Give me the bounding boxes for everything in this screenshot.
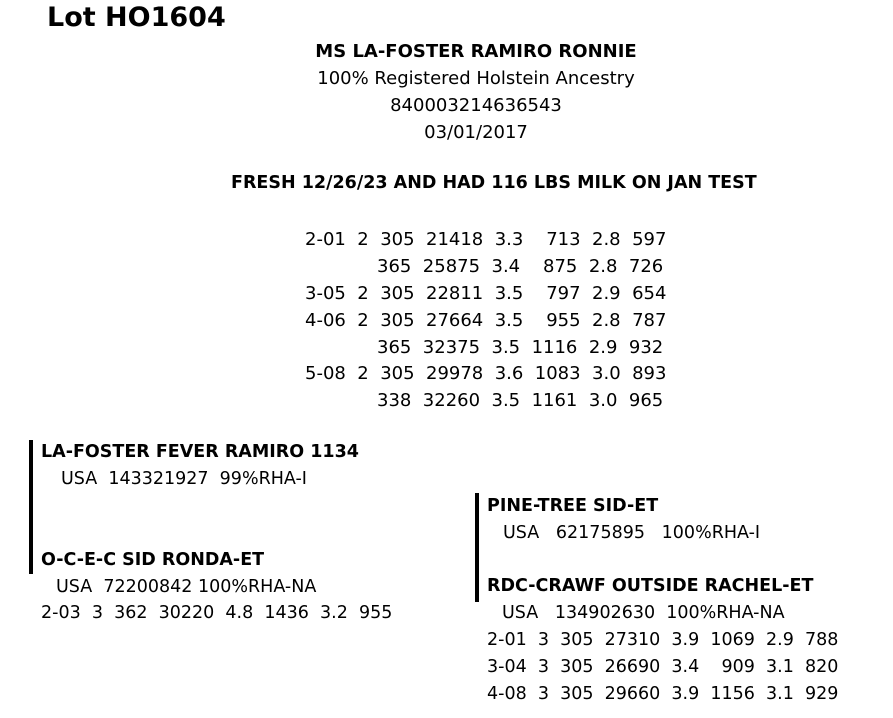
dam-dam-name: RDC-CRAWF OUTSIDE RACHEL-ET xyxy=(487,576,814,596)
registration-id: 840003214636543 xyxy=(390,95,562,116)
lot-number: Lot HO1604 xyxy=(47,2,226,33)
dam-dam-record: 4-08 3 305 29660 3.9 1156 3.1 929 xyxy=(487,684,839,704)
dam-name: O-C-E-C SID RONDA-ET xyxy=(41,550,265,570)
dam-dam-info: USA 134902630 100%RHA-NA xyxy=(502,603,785,623)
record-row: 5-08 2 305 29978 3.6 1083 3.0 893 xyxy=(305,363,667,384)
record-row: 4-06 2 305 27664 3.5 955 2.8 787 xyxy=(305,310,667,331)
animal-name: MS LA-FOSTER RAMIRO RONNIE xyxy=(315,41,637,62)
dam-dam-record: 2-01 3 305 27310 3.9 1069 2.9 788 xyxy=(487,630,839,650)
dam-sire-info: USA 62175895 100%RHA-I xyxy=(503,523,761,543)
fresh-note: FRESH 12/26/23 AND HAD 116 LBS MILK ON JAN TEST xyxy=(231,173,757,193)
birth-date: 03/01/2017 xyxy=(424,122,528,143)
record-row: 2-01 2 305 21418 3.3 713 2.8 597 xyxy=(305,229,667,250)
sire-info: USA 143321927 99%RHA-I xyxy=(61,469,307,489)
record-row: 365 25875 3.4 875 2.8 726 xyxy=(377,256,664,277)
record-row: 3-05 2 305 22811 3.5 797 2.9 654 xyxy=(305,283,667,304)
dam-dam-record: 3-04 3 305 26690 3.4 909 3.1 820 xyxy=(487,657,839,677)
pedigree-bracket-left xyxy=(29,440,33,574)
pedigree-bracket-right xyxy=(475,493,479,602)
dam-record: 2-03 3 362 30220 4.8 1436 3.2 955 xyxy=(41,603,393,623)
ancestry: 100% Registered Holstein Ancestry xyxy=(317,68,635,89)
sire-name: LA-FOSTER FEVER RAMIRO 1134 xyxy=(41,442,359,462)
dam-sire-name: PINE-TREE SID-ET xyxy=(487,496,659,516)
dam-info: USA 72200842 100%RHA-NA xyxy=(56,577,317,597)
record-row: 338 32260 3.5 1161 3.0 965 xyxy=(377,390,664,411)
record-row: 365 32375 3.5 1116 2.9 932 xyxy=(377,337,664,358)
